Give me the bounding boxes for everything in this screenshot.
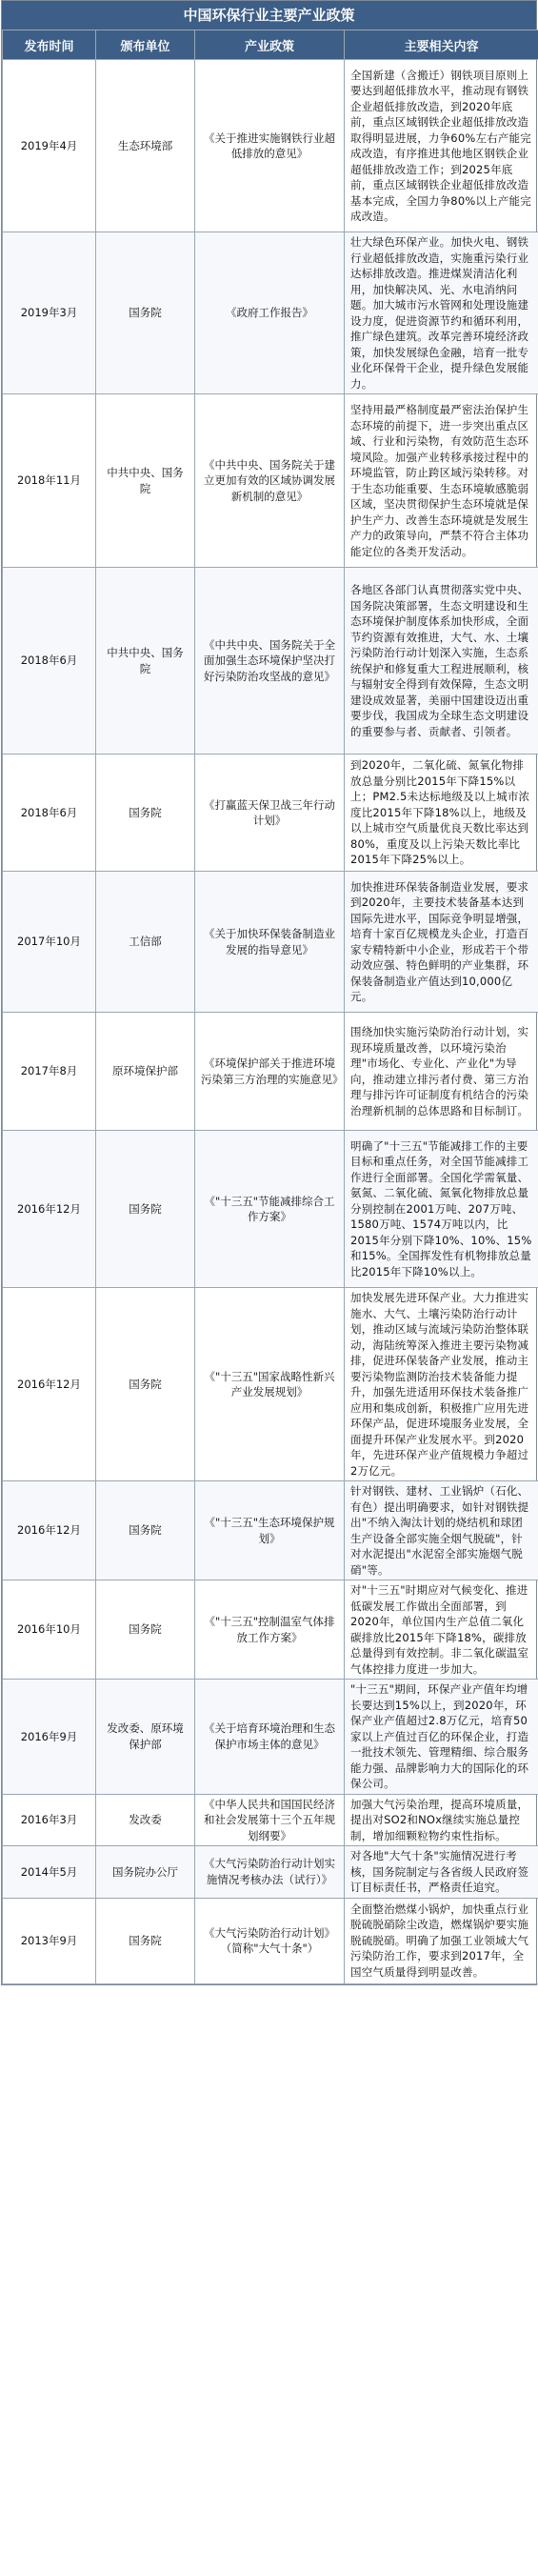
policy-cell: 《政府工作报告》 <box>195 232 345 394</box>
date-cell: 2018年6月 <box>3 755 96 872</box>
date-cell: 2017年8月 <box>3 1013 96 1131</box>
content-cell: 针对钢铁、建材、工业锅炉（石化、有色）提出明确要求，如针对钢铁提出"不纳入淘汰计划的烧结机和球团生产设备全部实施全烟气脱硫"，针对水泥提出"水泥窑全部实施烟气脱硝"等。 <box>345 1481 538 1580</box>
policy-cell: 《"十三五"控制温室气体排放工作方案》 <box>195 1580 345 1680</box>
table-row <box>3 1680 538 1795</box>
issuer-cell: 原环境保护部 <box>96 1013 195 1131</box>
date-cell: 2018年11月 <box>3 394 96 568</box>
date-cell: 2017年10月 <box>3 872 96 1013</box>
table-title: 中国环保行业主要产业政策 <box>2 1 536 30</box>
date-cell: 2019年3月 <box>3 232 96 394</box>
date-cell: 2014年5月 <box>3 1846 96 1899</box>
policy-cell: 《关于培育环境治理和生态保护市场主体的意见》 <box>195 1680 345 1795</box>
date-cell: 2016年12月 <box>3 1131 96 1288</box>
table-row <box>3 1013 538 1131</box>
issuer-cell: 国务院 <box>96 1288 195 1481</box>
policy-table-body <box>3 60 538 1984</box>
header-issuer: 颁布单位 <box>96 30 195 60</box>
table-row <box>3 568 538 755</box>
issuer-cell: 中共中央、国务院 <box>96 394 195 568</box>
policy-cell: 《大气污染防治行动计划实施情况考核办法（试行）》 <box>195 1846 345 1899</box>
issuer-cell: 生态环境部 <box>96 60 195 232</box>
policy-cell: 《中华人民共和国国民经济和社会发展第十三个五年规划纲要》 <box>195 1794 345 1846</box>
content-cell: 加快发展先进环保产业。大力推进实施水、大气、土壤污染防治行动计划，推动区域与流域污染防治整体联动，海陆统筹深入推进主要污染物减排，促进环保装备产业发展，推动主要污染物监测防治技术装备能力提升，加强先进适用环保技术装备推广应用和集成创新，积极推广应用先进环保产品，促进环境服务业发展，全面提升环保产业发展水平。到2020年，先进环保产业产值规模力争超过2万亿元。 <box>345 1288 538 1481</box>
date-cell: 2016年10月 <box>3 1580 96 1680</box>
table-row <box>3 1898 538 1983</box>
policy-table <box>2 30 538 1984</box>
policy-cell: 《大气污染防治行动计划》（简称"大气十条"） <box>195 1898 345 1983</box>
header-policy: 产业政策 <box>195 30 345 60</box>
policy-cell: 《关于加快环保装备制造业发展的指导意见》 <box>195 872 345 1013</box>
content-cell: 加强大气污染治理，提高环境质量，提出对SO2和NOx继续实施总量控制，增加细颗粒物约束性指标。 <box>345 1794 538 1846</box>
content-cell: 加快推进环保装备制造业发展，要求到2020年，主要技术装备基本达到国际先进水平，国际竞争明显增强，培育十家百亿规模龙头企业，打造百家专精特新中小企业，形成若干个带动效应强、特色鲜明的产业集群，环保装备制造业产值达到10,000亿元。 <box>345 872 538 1013</box>
content-cell: 全面整治燃煤小锅炉，加快重点行业脱硫脱硝除尘改造，燃煤锅炉要实施脱硫脱硝。明确了加强工业领域大气污染防治工作，要求到2017年，全国空气质量得到明显改善。 <box>345 1898 538 1983</box>
content-cell: 坚持用最严格制度最严密法治保护生态环境的前提下，进一步突出重点区域、行业和污染物，有效防范生态环境风险。加强产业转移承接过程中的环境监管，防止跨区域污染转移。对于生态功能重要、生态环境敏感脆弱区域，坚决贯彻保护生态环境就是保护生产力、改善生态环境就是发展生产力的政策导向，严禁不符合主体功能定位的各类开发活动。 <box>345 394 538 568</box>
issuer-cell: 中共中央、国务院 <box>96 568 195 755</box>
issuer-cell: 国务院 <box>96 1580 195 1680</box>
date-cell: 2019年4月 <box>3 60 96 232</box>
content-cell: 到2020年，二氧化硫、氮氧化物排放总量分别比2015年下降15%以上；PM2.5未达标地级及以上城市浓度比2015年下降18%以上，地级及以上城市空气质量优良天数比率达到80%，重度及以上污染天数比率比2015年下降25%以上。 <box>345 755 538 872</box>
date-cell: 2018年6月 <box>3 568 96 755</box>
policy-cell: 《中共中央、国务院关于建立更加有效的区域协调发展新机制的意见》 <box>195 394 345 568</box>
header-row <box>3 30 538 60</box>
content-cell: 围绕加快实施污染防治行动计划，实现环境质量改善，以环境污染治理"市场化、专业化、产业化"为导向，推动建立排污者付费、第三方治理与排污许可证制度有机结合的污染治理新机制的总体思路和目标制订。 <box>345 1013 538 1131</box>
table-row <box>3 1580 538 1680</box>
content-cell: 各地区各部门认真贯彻落实党中央、国务院决策部署，生态文明建设和生态环境保护制度体系加快形成，全面节约资源有效推进，大气、水、土壤污染防治行动计划深入实施，生态系统保护和修复重大工程进展顺利，核与辐射安全得到有效保障，生态文明建设成效显著，美丽中国建设迈出重要步伐，我国成为全球生态文明建设的重要参与者、贡献者、引领者。 <box>345 568 538 755</box>
table-row <box>3 60 538 232</box>
table-row <box>3 1288 538 1481</box>
policy-cell: 《关于推进实施钢铁行业超低排放的意见》 <box>195 60 345 232</box>
policy-cell: 《环境保护部关于推进环境污染第三方治理的实施意见》 <box>195 1013 345 1131</box>
table-row <box>3 755 538 872</box>
issuer-cell: 工信部 <box>96 872 195 1013</box>
date-cell: 2016年9月 <box>3 1680 96 1795</box>
content-cell: 对各地"大气十条"实施情况进行考核，国务院制定与各省级人民政府签订目标责任书，严格责任追究。 <box>345 1846 538 1899</box>
table-row <box>3 232 538 394</box>
issuer-cell: 国务院 <box>96 755 195 872</box>
date-cell: 2013年9月 <box>3 1898 96 1983</box>
content-cell: 壮大绿色环保产业。加快火电、钢铁行业超低排放改造，实施重污染行业达标排放改造。推进煤炭清洁化利用，加快解决风、光、水电消纳问题。加大城市污水管网和处理设施建设力度，促进资源节约和循环利用，推广绿色建筑。改革完善环境经济政策，加快发展绿色金融，培育一批专业化环保骨干企业，提升绿色发展能力。 <box>345 232 538 394</box>
date-cell: 2016年12月 <box>3 1481 96 1580</box>
policy-cell: 《"十三五"节能减排综合工作方案》 <box>195 1131 345 1288</box>
issuer-cell: 国务院办公厅 <box>96 1846 195 1899</box>
table-row <box>3 394 538 568</box>
header-date: 发布时间 <box>3 30 96 60</box>
policy-cell: 《"十三五"国家战略性新兴产业发展规划》 <box>195 1288 345 1481</box>
content-cell: 对"十三五"时期应对气候变化、推进低碳发展工作做出全面部署，到2020年，单位国内生产总值二氧化碳排放比2015年下降18%，碳排放总量得到有效控制。非二氧化碳温室气体控排力度进一步加大。 <box>345 1580 538 1680</box>
issuer-cell: 发改委 <box>96 1794 195 1846</box>
issuer-cell: 发改委、原环境保护部 <box>96 1680 195 1795</box>
table-row <box>3 872 538 1013</box>
policy-table-sheet <box>1 0 537 1985</box>
policy-cell: 《"十三五"生态环境保护规划》 <box>195 1481 345 1580</box>
table-row <box>3 1794 538 1846</box>
content-cell: 全国新建（含搬迁）钢铁项目原则上要达到超低排放水平，推动现有钢铁企业超低排放改造，到2020年底前，重点区域钢铁企业超低排放改造取得明显进展，力争60%左右产能完成改造，有序推进其他地区钢铁企业超低排放改造工作；到2025年底前，重点区域钢铁企业超低排放改造基本完成，全国力争80%以上产能完成改造。 <box>345 60 538 232</box>
policy-cell: 《中共中央、国务院关于全面加强生态环境保护坚决打好污染防治攻坚战的意见》 <box>195 568 345 755</box>
issuer-cell: 国务院 <box>96 1481 195 1580</box>
issuer-cell: 国务院 <box>96 1898 195 1983</box>
issuer-cell: 国务院 <box>96 1131 195 1288</box>
table-row <box>3 1481 538 1580</box>
header-content: 主要相关内容 <box>345 30 538 60</box>
policy-cell: 《打赢蓝天保卫战三年行动计划》 <box>195 755 345 872</box>
content-cell: "十三五"期间，环保产业产值年均增长要达到15%以上，到2020年，环保产业产值超过2.8万亿元，培育50家以上产值过百亿的环保企业，打造一批技术领先、管理精细、综合服务能力强、品牌影响力大的国际化的环保公司。 <box>345 1680 538 1795</box>
issuer-cell: 国务院 <box>96 232 195 394</box>
table-row <box>3 1131 538 1288</box>
date-cell: 2016年12月 <box>3 1288 96 1481</box>
date-cell: 2016年3月 <box>3 1794 96 1846</box>
table-row <box>3 1846 538 1899</box>
content-cell: 明确了"十三五"节能减排工作的主要目标和重点任务，对全国节能减排工作进行全面部署。全国化学需氧量、氨氮、二氧化硫、氮氧化物排放总量分别控制在2001万吨、207万吨、1580万吨、1574万吨以内，比2015年分别下降10%、10%、15%和15%。全国挥发性有机物排放总量比2015年下降10%以上。 <box>345 1131 538 1288</box>
